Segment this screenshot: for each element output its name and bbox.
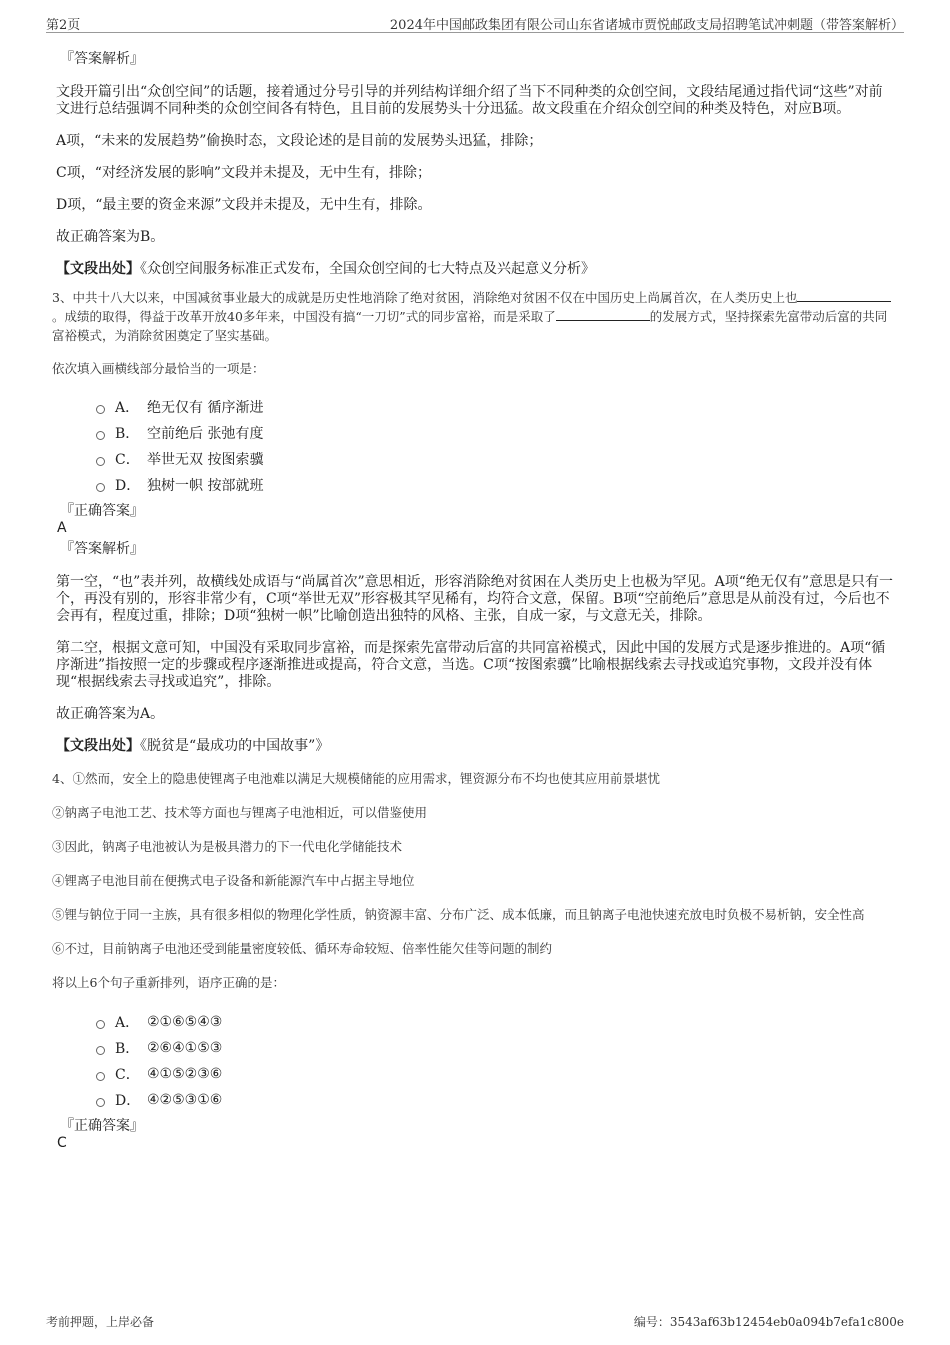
document-code: 编号：3543af63b12454eb0a094b7efa1c800e: [633, 1315, 904, 1329]
fill-blank: [797, 289, 891, 302]
q4-sentence: ②钠离子电池工艺、技术等方面也与锂离子电池相近，可以借鉴使用: [52, 805, 428, 820]
q3-options: [56, 394, 896, 498]
q4-options: [56, 1009, 896, 1113]
page-content: [52, 40, 896, 1151]
source-label: 【文段出处】: [56, 738, 140, 754]
q4-answer: C: [57, 1135, 67, 1151]
q3-analysis-label: 『答案解析』: [60, 541, 144, 557]
option-b[interactable]: B． 空前绝后 张弛有度: [96, 420, 896, 446]
q3-answer-label: 『正确答案』: [60, 503, 144, 519]
q3-answer-statement: 故正确答案为A。: [56, 706, 165, 722]
q4-answer-label: 『正确答案』: [60, 1118, 144, 1134]
q4-sentence: ④锂离子电池目前在便携式电子设备和新能源汽车中占据主导地位: [52, 873, 415, 888]
radio-button[interactable]: [96, 405, 105, 414]
q4-sentence: 4、①然而，安全上的隐患使锂离子电池难以满足大规模储能的应用需求，锂资源分布不均也使其应用前景堪忧: [52, 771, 660, 786]
option-a[interactable]: A． ②①⑥⑤④③: [96, 1009, 896, 1035]
q3-source: [56, 738, 896, 755]
radio-button[interactable]: [96, 457, 105, 466]
q4-sentence: ⑤锂与钠位于同一主族，具有很多相似的物理化学性质，钠资源丰富、分布广泛、成本低廉，而且钠离子电池快速充放电时负极不易析钠，安全性高: [52, 907, 865, 922]
q2-answer-statement: 故正确答案为B。: [56, 229, 165, 245]
source-label: 【文段出处】: [56, 261, 140, 277]
q3-analysis-para: 第二空，根据文意可知，中国没有采取同步富裕，而是探索先富带动后富的共同富裕模式，因此中国的发展方式是逐步推进的。A项“循序渐进”指按照一定的步骤或程序逐渐推进或提高，符合文意，当选。C项“按图索骥”比喻根据线索去寻找或追究事物，文段并没有体现“根据线索去寻找或追究”，排除。: [56, 640, 886, 690]
radio-button[interactable]: [96, 1046, 105, 1055]
radio-button[interactable]: [96, 1098, 105, 1107]
option-c[interactable]: C． 举世无双 按图索骥: [96, 446, 896, 472]
q2-analysis-para: C项，“对经济发展的影响”文段并未提及，无中生有，排除；: [56, 165, 432, 181]
option-b[interactable]: B． ②⑥④①⑤③: [96, 1035, 896, 1061]
q4-sentence: ⑥不过，目前钠离子电池还受到能量密度较低、循环寿命较短、倍率性能欠佳等问题的制约: [52, 941, 553, 956]
footer-slogan: 考前押题，上岸必备: [46, 1315, 155, 1329]
q3-stem: 3、中共十八大以来，中国减贫事业最大的成就是历史性地消除了绝对贫困，消除绝对贫困不仅在中国历史上尚属首次，在人类历史上也。成绩的取得，得益于改革开放40多年来，中国没有搞“一刀切”式的同步富裕，而是采取了 的发展方式，坚持探索先富带动后富的共同富裕模式，为消除贫困奠定了坚实基础。: [52, 288, 896, 345]
fill-blank: [556, 308, 650, 321]
radio-button[interactable]: [96, 431, 105, 440]
option-a[interactable]: A． 绝无仅有 循序渐进: [96, 394, 896, 420]
radio-button[interactable]: [96, 1020, 105, 1029]
document-title: 2024年中国邮政集团有限公司山东省诸城市贾悦邮政支局招聘笔试冲刺题（带答案解析）: [389, 18, 904, 33]
option-d[interactable]: D． 独树一帜 按部就班: [96, 472, 896, 498]
q2-source: [56, 261, 896, 278]
option-d[interactable]: D． ④②⑤③①⑥: [96, 1087, 896, 1113]
page-header: [46, 10, 904, 33]
source-title: 《脱贫是“最成功的中国故事”》: [140, 738, 330, 754]
q3-analysis-para: 第一空，“也”表并列，故横线处成语与“尚属首次”意思相近，形容消除绝对贫困在人类历史上也极为罕见。A项“绝无仅有”意思是只有一个，再没有别的，形容非常少有，C项“举世无双”形容极其罕见稀有，均符合文意，保留。B项“空前绝后”意思是从前没有过，今后也不会再有，程度过重，排除；D项“独树一帜”比喻创造出独特的风格、主张，自成一家，与文意无关，排除。: [56, 574, 894, 624]
page-number: 第2页: [46, 18, 81, 33]
q2-analysis-para: D项，“最主要的资金来源”文段并未提及，无中生有，排除。: [56, 197, 432, 213]
q3-answer: A: [57, 520, 67, 536]
q2-analysis-label: 『答案解析』: [60, 51, 144, 67]
radio-button[interactable]: [96, 483, 105, 492]
q3-prompt: 依次填入画横线部分最恰当的一项是：: [52, 361, 265, 376]
q4-prompt: 将以上6个句子重新排列，语序正确的是：: [52, 975, 285, 990]
q4-sentence: ③因此，钠离子电池被认为是极具潜力的下一代电化学储能技术: [52, 839, 403, 854]
q2-analysis-para: 文段开篇引出“众创空间”的话题，接着通过分号引导的并列结构详细介绍了当下不同种类的众创空间，文段结尾通过指代词“这些”对前文进行总结强调不同种类的众创空间各有特色，且目前的发展势头十分迅猛。故文段重在介绍众创空间的种类及特色，对应B项。: [56, 84, 883, 117]
radio-button[interactable]: [96, 1072, 105, 1081]
source-title: 《众创空间服务标准正式发布，全国众创空间的七大特点及兴起意义分析》: [140, 261, 595, 277]
q2-analysis-para: A项，“未来的发展趋势”偷换时态，文段论述的是目前的发展势头迅猛，排除；: [56, 133, 543, 149]
option-c[interactable]: C． ④①⑤②③⑥: [96, 1061, 896, 1087]
